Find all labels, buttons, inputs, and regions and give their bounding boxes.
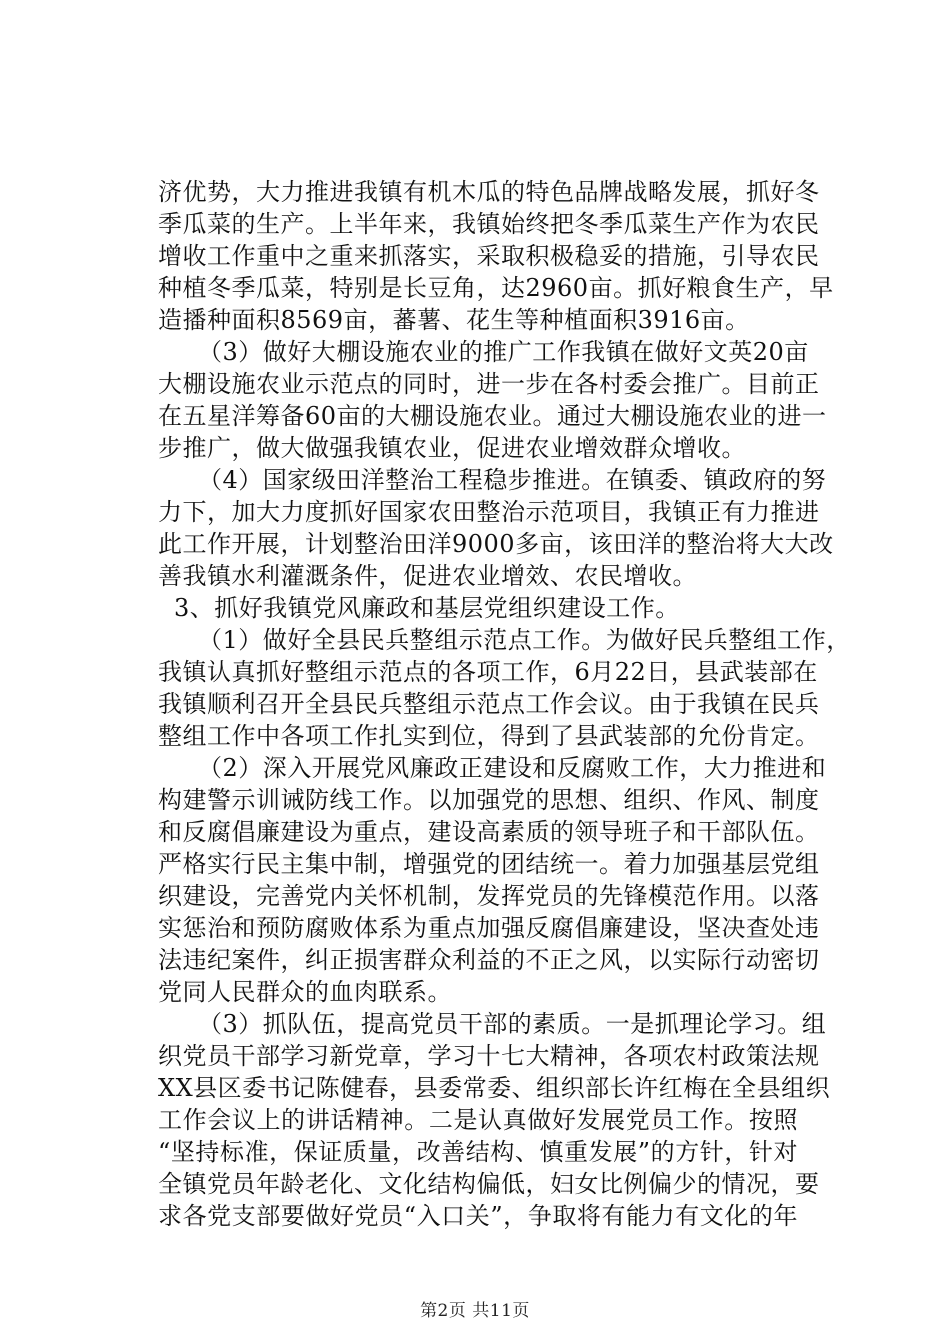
text-line: （1）做好全县民兵整组示范点工作。为做好民兵整组工作，: [198, 626, 851, 654]
page-footer: [0, 1296, 950, 1321]
text-line: 在五星洋筹备60亩的大棚设施农业。通过大棚设施农业的进一: [158, 402, 827, 430]
text-line: “坚持标准，保证质量，改善结构、慎重发展”的方针，针对: [158, 1138, 798, 1166]
text-line: 增收工作重中之重来抓落实，采取积极稳妥的措施，引导农民: [158, 242, 820, 270]
text-line: （3）抓队伍，提高党员干部的素质。一是抓理论学习。组: [198, 1010, 827, 1038]
text-line: 法违纪案件，纠正损害群众利益的不正之风，以实际行动密切: [158, 946, 820, 974]
text-line: 造播种面积8569亩，蕃薯、花生等种植面积3916亩。: [158, 306, 750, 334]
text-line: 我镇认真抓好整组示范点的各项工作，6月22日，县武装部在: [158, 658, 818, 686]
page-number-label: 第2页 共11页: [420, 1301, 530, 1321]
text-line: 种植冬季瓜菜，特别是长豆角，达2960亩。抓好粮食生产，早: [158, 274, 834, 302]
text-line: 整组工作中各项工作扎实到位，得到了县武装部的允份肯定。: [158, 722, 820, 750]
text-line: 季瓜菜的生产。上半年来，我镇始终把冬季瓜菜生产作为农民: [158, 210, 820, 238]
text-line: 工作会议上的讲话精神。二是认真做好发展党员工作。按照: [158, 1106, 798, 1134]
text-line: 此工作开展，计划整治田洋9000多亩，该田洋的整治将大大改: [158, 530, 834, 558]
text-line: 善我镇水利灌溉条件，促进农业增效、农民增收。: [158, 562, 697, 590]
text-line: 构建警示训诫防线工作。以加强党的思想、组织、作风、制度: [158, 786, 820, 814]
document-body: [158, 176, 851, 1232]
text-line: 严格实行民主集中制，增强党的团结统一。着力加强基层党组: [158, 850, 820, 878]
text-line: 织建设，完善党内关怀机制，发挥党员的先锋模范作用。以落: [158, 882, 820, 910]
text-line: 求各党支部要做好党员“入口关”，争取将有能力有文化的年: [158, 1202, 798, 1230]
text-line: 我镇顺利召开全县民兵整组示范点工作会议。由于我镇在民兵: [158, 690, 820, 718]
text-line: 和反腐倡廉建设为重点，建设高素质的领导班子和干部队伍。: [158, 818, 820, 846]
text-line: 实惩治和预防腐败体系为重点加强反腐倡廉建设，坚决查处违: [158, 914, 820, 942]
text-line: 大棚设施农业示范点的同时，进一步在各村委会推广。目前正: [158, 370, 820, 398]
text-line: 济优势，大力推进我镇有机木瓜的特色品牌战略发展，抓好冬: [158, 178, 820, 206]
text-line: （2）深入开展党风廉政正建设和反腐败工作，大力推进和: [198, 754, 827, 782]
text-line: （4）国家级田洋整治工程稳步推进。在镇委、镇政府的努: [198, 466, 827, 494]
text-line: 党同人民群众的血肉联系。: [158, 978, 452, 1006]
text-line: 力下，加大力度抓好国家农田整治示范项目，我镇正有力推进: [158, 498, 820, 526]
text-line: XX县区委书记陈健春，县委常委、组织部长许红梅在全县组织: [158, 1074, 831, 1102]
text-line: 织党员干部学习新党章，学习十七大精神，各项农村政策法规: [158, 1042, 820, 1070]
text-line: 全镇党员年龄老化、文化结构偏低，妇女比例偏少的情况，要: [158, 1170, 820, 1198]
text-line: 步推广，做大做强我镇农业，促进农业增效群众增收。: [158, 434, 746, 462]
text-line: 3、抓好我镇党风廉政和基层党组织建设工作。: [174, 594, 680, 622]
text-line: （3）做好大棚设施农业的推广工作我镇在做好文英20亩: [198, 338, 809, 366]
